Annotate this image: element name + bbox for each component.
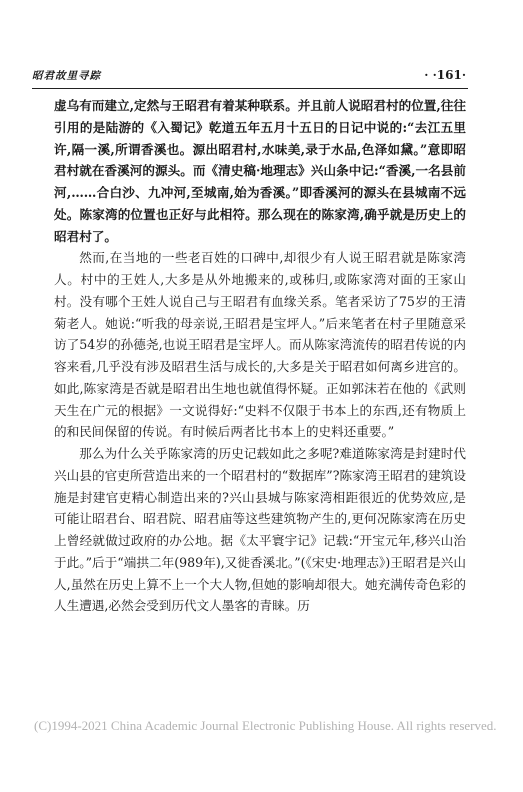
- article-body: [54, 95, 466, 617]
- header-rule: [32, 88, 468, 89]
- page-number: · ·161·: [424, 68, 466, 82]
- paragraph-2: 然而,在当地的一些老百姓的口碑中,却很少有人说王昭君就是陈家湾人。村中的王姓人,大多是从外地搬来的,或秭归,或陈家湾对面的王家山村。没有哪个王姓人说自己与王昭君有血缘关系。笔者采访了75岁的王清菊老人。她说:“听我的母亲说,王昭君是宝坪人。”后来笔者在村子里随意采访了54岁的孙德尧,也说王昭君是宝坪人。而从陈家湾流传的昭君传说的内容来看,几乎没有涉及昭君生活与成长的,大多是关于昭君如何离乡进宫的。如此,陈家湾是否就是昭君出生地也就值得怀疑。正如郭沫若在他的《武则天生在广元的根据》一文说得好:“史料不仅限于书本上的东西,还有物质上的和民间保留的传说。有时候后两者比书本上的史料还重要。”: [54, 250, 466, 440]
- running-title: 昭君故里寻踪: [32, 70, 101, 82]
- paragraph-3: 那么为什么关乎陈家湾的历史记载如此之多呢?难道陈家湾是封建时代兴山县的官吏所营造出来的一个昭君村的“数据库”?陈家湾王昭君的建筑设施是封建官吏精心制造出来的?兴山县城与陈家湾相距很近的优势效应,是可能让昭君台、昭君院、昭君庙等这些建筑物产生的,更何况陈家湾在历史上曾经就做过政府的办公地。据《太平寰宇记》记载:“开宝元年,移兴山治于此。”后于“端拱二年(989年),又徙香溪北。”(《宋史·地理志》)王昭君是兴山人,虽然在历史上算不上一个大人物,但她的影响却很大。她充满传奇色彩的人生遭遇,必然会受到历代文人墨客的青睐。历: [54, 446, 466, 614]
- running-header: [32, 68, 466, 88]
- copyright-watermark: (C)1994-2021 China Academic Journal Electronic Publishing House. All rights reserved.: [34, 718, 497, 733]
- paragraph-1: 虚乌有而建立,定然与王昭君有着某种联系。并且前人说昭君村的位置,往往引用的是陆游的《入蜀记》乾道五年五月十五日的日记中说的:“去江五里许,隔一溪,所谓香溪也。源出昭君村,水味美,录于水品,色泽如黛。”意即昭君村就在香溪河的源头。而《清史稿·地理志》兴山条中记:“香溪,一名县前河,……合白沙、九冲河,至城南,始为香溪。”即香溪河的源头在县城南不远处。陈家湾的位置也正好与此相符。那么现在的陈家湾,确乎就是历史上的昭君村了。: [54, 98, 466, 244]
